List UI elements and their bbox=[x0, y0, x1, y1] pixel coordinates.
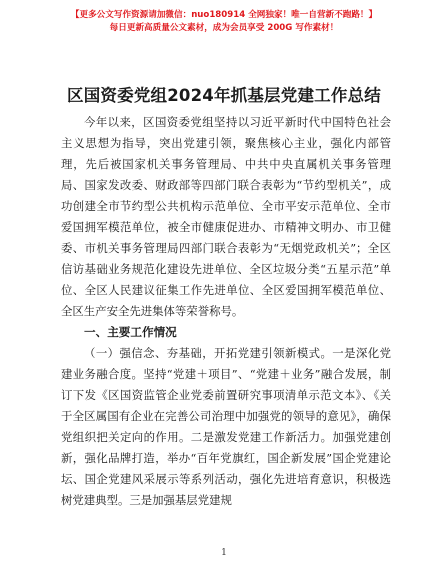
section-heading-main-work: 一、主要工作情况 bbox=[84, 325, 177, 339]
document-body bbox=[61, 112, 391, 511]
promo-banner-line-1: 【更多公文写作资源请加微信：nuo180914 全网独家！唯一自营新不跑路！】 bbox=[70, 10, 378, 20]
intro-paragraph: 今年以来，区国资委党组坚持以习近平新时代中国特色社会主义思想为指导，突出党建引领，聚焦核心主业，强化内部管理，先后被国家机关事务管理局、中共中央直属机关事务管理局、国家发改委、财政部等四部门联合表彰为“节约型机关”，成功创建全市节约型公共机构示范单位、全市平安示范单位、全市爱国拥军模范单位，被全市健康促进办、市精神文明办、市卫健委、市机关事务管理局四部门联合表彰为“无烟党政机关”；全区信访基础业务规范化建设先进单位、全区垃圾分类“五星示范”单位、全区人民建议征集工作先进单位、全区爱国拥军模范单位、全区生产安全先进集体等荣誉称号。 bbox=[61, 115, 391, 318]
promo-banner-line-2: 每日更新高质量公文素材，成为会员享受 200G 写作素材！ bbox=[109, 23, 339, 33]
section-1-paragraph: （一）强信念、夯基础，开拓党建引领新模式。一是深化党建业务融合度。坚持“党建＋项目”、“党建＋业务”融合发展，制订下发《区国资监管企业党委前置研究事项清单示范文本》、《关于全区属国有企业在完善公司治理中加强党的领导的意见》，确保党组织把关定向的作用。二是激发党建工作新活力。加强党建创新，强化品牌打造，举办“百年党旗红，国企新发展”国企党建论坛、国企党建风采展示等系列活动，强化先进培育意识，积极选树党建典型。三是加强基层党建规 bbox=[61, 346, 391, 507]
page-number: 1 bbox=[221, 548, 227, 558]
document-title: 区国资委党组2024年抓基层党建工作总结 bbox=[67, 86, 381, 105]
